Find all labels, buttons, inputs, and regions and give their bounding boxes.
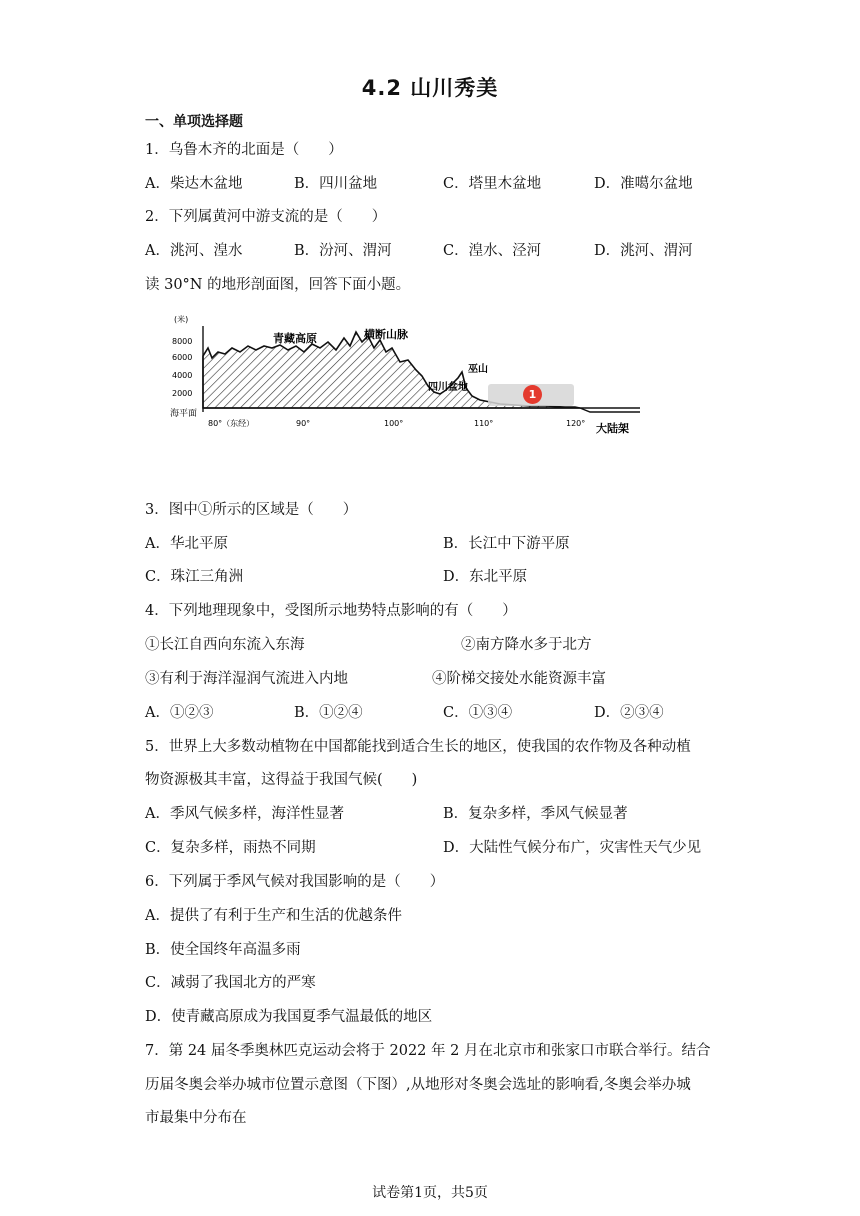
question-4-option-a: A．①②③ [145, 705, 214, 721]
question-6-option-a: A．提供了有利于生产和生活的优越条件 [145, 908, 402, 924]
x-tick-90: 90° [296, 419, 311, 428]
question-3-option-a: A．华北平原 [145, 536, 228, 552]
question-4-stem: 4．下列地理现象中，受图所示地势特点影响的有（ ） [145, 603, 517, 619]
label-plateau: 青藏高原 [273, 332, 317, 345]
page-title: 4.2 山川秀美 [361, 76, 499, 100]
y-tick-8000: 8000 [172, 337, 193, 346]
question-2-option-d: D．洮河、渭河 [594, 243, 693, 259]
label-hengduan: 横断山脉 [364, 328, 408, 341]
terrain-profile-svg [170, 308, 640, 438]
question-3-option-b: B．长江中下游平原 [443, 536, 570, 552]
question-6-option-c: C．减弱了我国北方的严寒 [145, 975, 316, 991]
question-7-line-1: 7．第 24 届冬季奥林匹克运动会将于 2022 年 2 月在北京市和张家口市联合举行。结合 [145, 1043, 711, 1059]
question-4-item-3: ③有利于海洋湿润气流进入内地 [145, 671, 348, 687]
question-5-stem-line-1: 5．世界上大多数动植物在中国都能找到适合生长的地区，使我国的农作物及各种动植 [145, 739, 691, 755]
y-tick-4000: 4000 [172, 371, 193, 380]
question-6-stem: 6．下列属于季风气候对我国影响的是（ ） [145, 874, 445, 890]
question-1-option-a: A．柴达木盆地 [145, 176, 243, 192]
question-1-option-d: D．准噶尔盆地 [594, 176, 693, 192]
question-3-option-c: C．珠江三角洲 [145, 569, 244, 585]
question-4-option-b: B．①②④ [294, 705, 363, 721]
question-2-stem: 2．下列属黄河中游支流的是（ ） [145, 209, 387, 225]
question-3-option-d: D．东北平原 [443, 569, 528, 585]
question-7-line-2: 历届冬奥会举办城市位置示意图（下图）,从地形对冬奥会选址的影响看,冬奥会举办城 [145, 1077, 691, 1093]
region-1-marker: 1 [523, 385, 542, 404]
y-unit-label: (米) [174, 315, 189, 324]
question-2-option-b: B．汾河、渭河 [294, 243, 392, 259]
y-tick-6000: 6000 [172, 353, 193, 362]
label-wushan: 巫山 [468, 364, 488, 375]
question-5-option-c: C．复杂多样，雨热不同期 [145, 840, 316, 856]
sea-level-label: 海平面 [170, 409, 198, 419]
question-5-stem-line-2: 物资源极其丰富，这得益于我国气候( ) [145, 772, 418, 788]
y-tick-2000: 2000 [172, 389, 193, 398]
x-tick-110: 110° [474, 419, 494, 428]
question-4-item-1: ①长江自西向东流入东海 [145, 637, 305, 653]
question-4-item-2: ②南方降水多于北方 [461, 637, 592, 653]
question-6-option-d: D．使青藏高原成为我国夏季气温最低的地区 [145, 1009, 433, 1025]
question-4-option-c: C．①③④ [443, 705, 513, 721]
figure-intro: 读 30°N 的地形剖面图，回答下面小题。 [145, 277, 411, 293]
label-continental-shelf: 大陆架 [596, 422, 629, 435]
question-1-stem: 1．乌鲁木齐的北面是（ ） [145, 142, 343, 158]
question-5-option-a: A．季风气候多样，海洋性显著 [145, 806, 344, 822]
section-heading: 一、单项选择题 [145, 114, 243, 130]
question-7-line-3: 市最集中分布在 [145, 1110, 247, 1126]
question-4-option-d: D．②③④ [594, 705, 664, 721]
terrain-profile-figure [170, 308, 640, 442]
question-5-option-b: B．复杂多样，季风气候显著 [443, 806, 628, 822]
question-6-option-b: B．使全国终年高温多雨 [145, 942, 301, 958]
question-4-item-4: ④阶梯交接处水能资源丰富 [432, 671, 606, 687]
x-tick-100: 100° [384, 419, 404, 428]
label-sichuan-basin: 四川盆地 [428, 382, 468, 393]
question-1-option-b: B．四川盆地 [294, 176, 378, 192]
page-footer: 试卷第1页，共5页 [372, 1185, 488, 1201]
question-2-option-c: C．湟水、泾河 [443, 243, 542, 259]
question-5-option-d: D．大陆性气候分布广，灾害性天气少见 [443, 840, 702, 856]
question-2-option-a: A．洮河、湟水 [145, 243, 243, 259]
question-3-stem: 3．图中①所示的区域是（ ） [145, 502, 358, 518]
x-tick-120: 120° [566, 419, 586, 428]
x-tick-80: 80°（东经） [208, 419, 255, 428]
question-1-option-c: C．塔里木盆地 [443, 176, 542, 192]
